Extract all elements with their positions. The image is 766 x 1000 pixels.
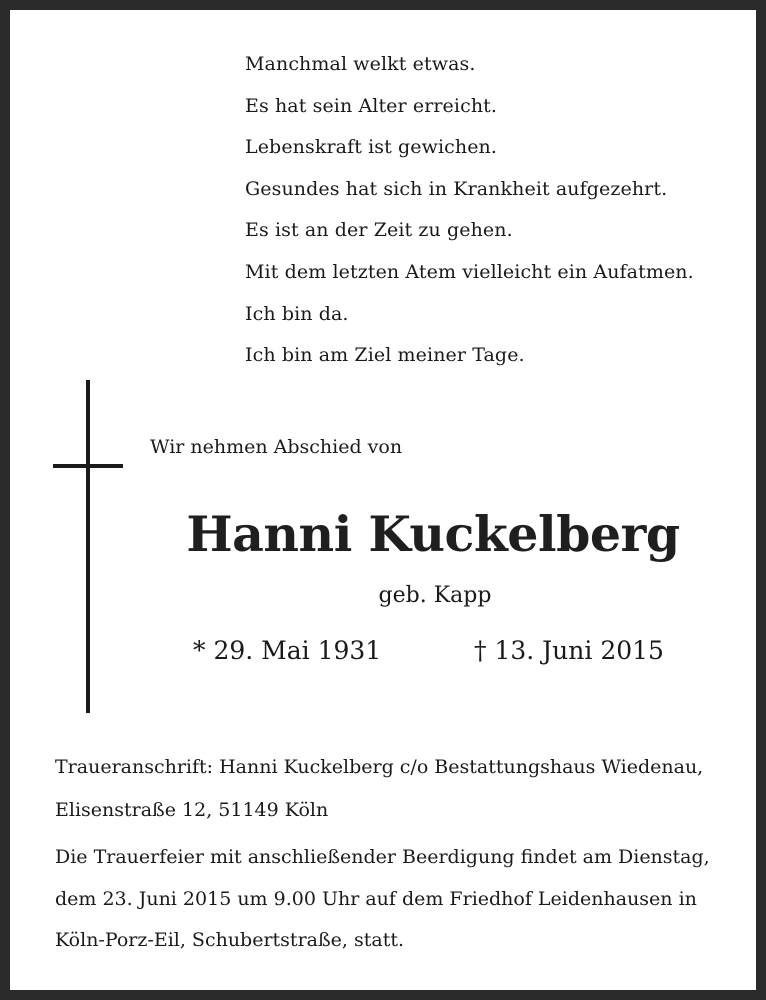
birth-date: * 29. Mai 1931 <box>193 636 382 665</box>
farewell-intro: Wir nehmen Abschied von <box>150 436 403 458</box>
funeral-service-info: dem 23. Juni 2015 um 9.00 Uhr auf dem Friedhof Leidenhausen in <box>55 888 697 910</box>
funeral-service-info: Die Trauerfeier mit anschließender Beerdigung findet am Dienstag, <box>55 846 710 868</box>
death-date: † 13. Juni 2015 <box>474 636 664 665</box>
funeral-service-info: Köln-Porz-Eil, Schubertstraße, statt. <box>55 929 405 951</box>
poem-line: Es ist an der Zeit zu gehen. <box>245 219 513 242</box>
deceased-name: Hanni Kuckelberg <box>186 505 680 563</box>
poem-line: Lebenskraft ist gewichen. <box>245 136 498 159</box>
poem-line: Mit dem letzten Atem vielleicht ein Aufatmen. <box>245 260 694 283</box>
mourning-address: Elisenstraße 12, 51149 Köln <box>55 799 329 821</box>
mourning-address: Traueranschrift: Hanni Kuckelberg c/o Bestattungshaus Wiedenau, <box>55 756 704 778</box>
poem-line: Manchmal welkt etwas. <box>245 53 476 75</box>
poem <box>245 44 694 377</box>
cross-icon <box>86 380 90 713</box>
poem-line: Es hat sein Alter erreicht. <box>245 94 498 117</box>
poem-line: Gesundes hat sich in Krankheit aufgezehrt. <box>245 177 668 200</box>
poem-line: Ich bin am Ziel meiner Tage. <box>245 344 525 367</box>
poem-line: Ich bin da. <box>245 302 349 325</box>
maiden-name: geb. Kapp <box>378 583 492 608</box>
cross-icon-bar <box>53 464 123 468</box>
